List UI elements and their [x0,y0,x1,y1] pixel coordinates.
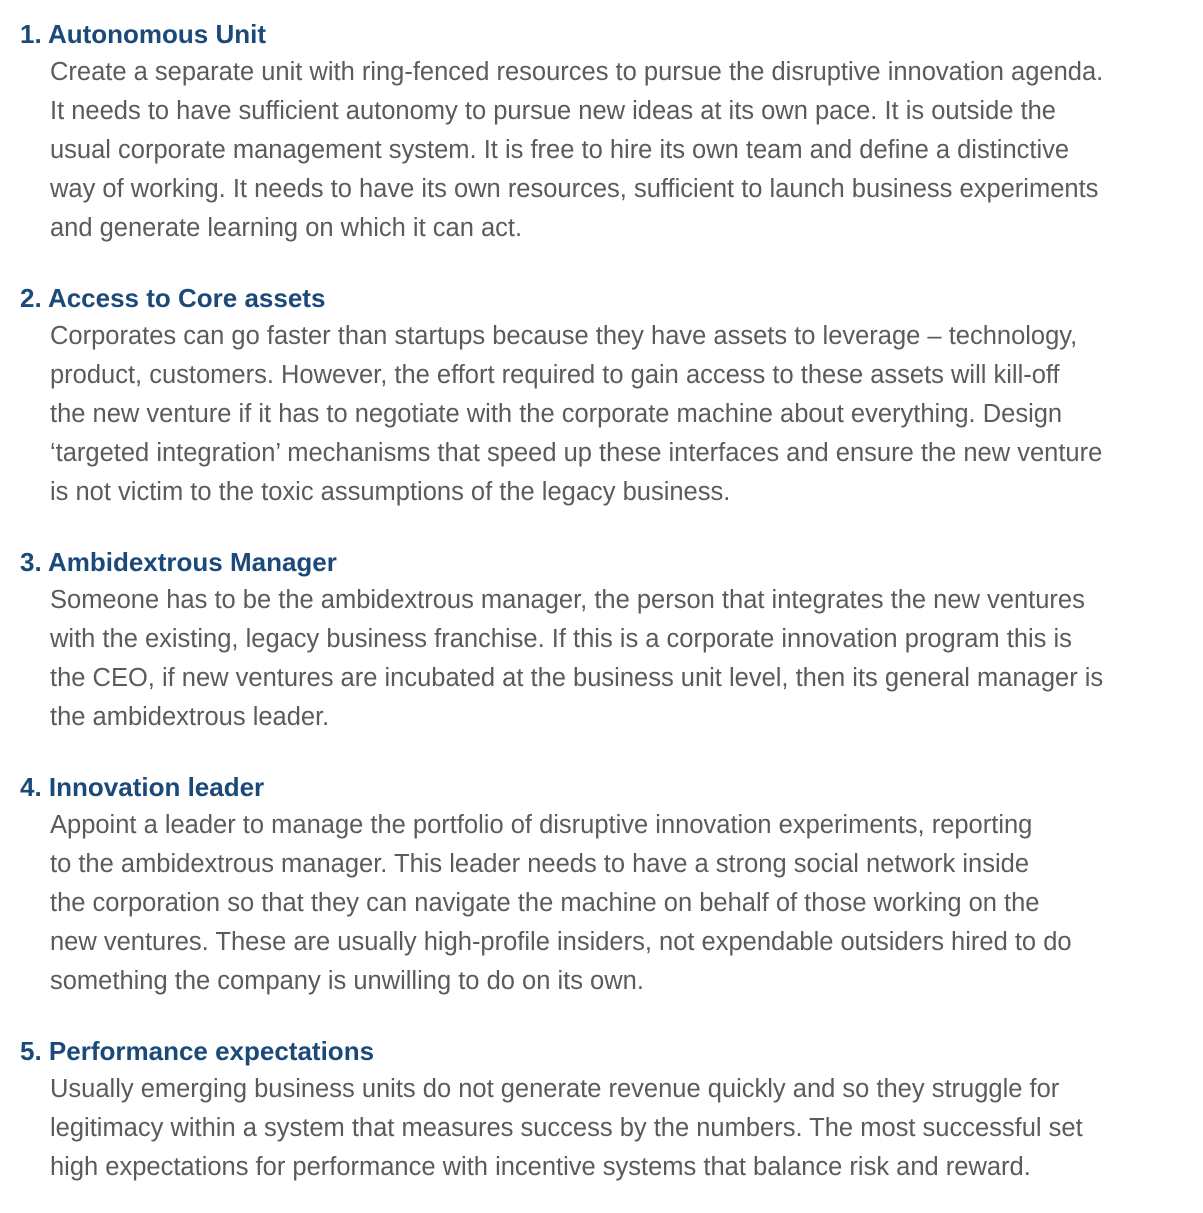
text-line: the ambidextrous leader. [50,703,330,731]
text-line: Usually emerging business units do not generate revenue quickly and so they struggle for [50,1075,1060,1103]
text-line: something the company is unwilling to do on its own. [50,967,644,995]
list-item-autonomous-unit [20,17,1190,248]
principles-list [20,17,1190,1187]
text-line: the new venture if it has to negotiate with the corporate machine about everything. Design [50,400,1063,428]
text-line: product, customers. However, the effort required to gain access to these assets will kill-off [50,361,1060,389]
list-item-innovation-leader [20,770,1190,1001]
item-description [50,53,1190,248]
text-line: ‘targeted integration’ mechanisms that speed up these interfaces and ensure the new venture [50,439,1103,467]
text-line: Create a separate unit with ring-fenced resources to pursue the disruptive innovation agenda. [50,58,1104,86]
list-item-access-to-core-assets [20,281,1190,512]
item-heading: 1. Autonomous Unit [20,19,267,49]
text-line: It needs to have sufficient autonomy to pursue new ideas at its own pace. It is outside the [50,97,1056,125]
text-line: Appoint a leader to manage the portfolio of disruptive innovation experiments, reporting [50,811,1033,839]
text-line: usual corporate management system. It is free to hire its own team and define a distinctive [50,136,1070,164]
list-item-performance-expectations [20,1034,1190,1187]
text-line: is not victim to the toxic assumptions of the legacy business. [50,478,731,506]
text-line: to the ambidextrous manager. This leader needs to have a strong social network inside [50,850,1030,878]
text-line: Someone has to be the ambidextrous manager, the person that integrates the new ventures [50,586,1085,614]
text-line: legitimacy within a system that measures success by the numbers. The most successful set [50,1114,1083,1142]
list-item-ambidextrous-manager [20,545,1190,737]
item-description [50,806,1190,1001]
text-line: high expectations for performance with incentive systems that balance risk and reward. [50,1153,1031,1181]
item-description [50,317,1190,512]
item-description [50,1070,1190,1187]
text-line: the CEO, if new ventures are incubated at the business unit level, then its general manager is [50,664,1104,692]
text-line: new ventures. These are usually high-profile insiders, not expendable outsiders hired to do [50,928,1072,956]
item-heading: 3. Ambidextrous Manager [20,547,337,577]
item-description [50,581,1190,737]
text-line: and generate learning on which it can act. [50,214,523,242]
item-heading: 5. Performance expectations [20,1036,375,1066]
text-line: with the existing, legacy business franchise. If this is a corporate innovation program this is [50,625,1072,653]
text-line: Corporates can go faster than startups because they have assets to leverage – technology, [50,322,1078,350]
item-heading: 2. Access to Core assets [20,283,326,313]
text-line: way of working. It needs to have its own resources, sufficient to launch business experiments [50,175,1099,203]
text-line: the corporation so that they can navigate the machine on behalf of those working on the [50,889,1040,917]
item-heading: 4. Innovation leader [20,772,265,802]
